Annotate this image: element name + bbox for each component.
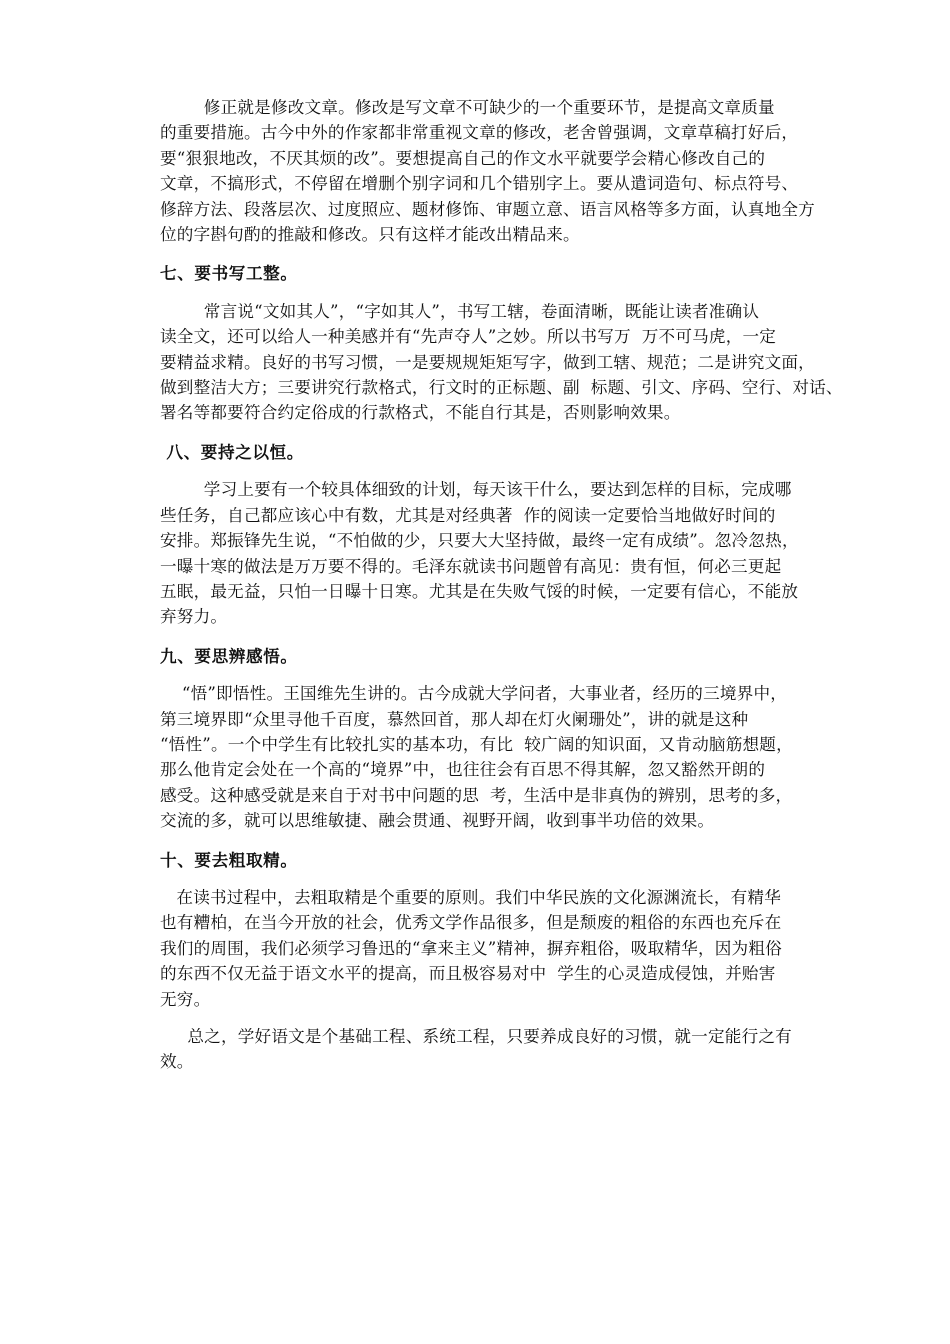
text-line: 第三境界即“众里寻他千百度，慕然回首，那人却在灯火阑珊处”，讲的就是这种	[160, 709, 749, 729]
text-line: 署名等都要符合约定俗成的行款格式，不能自行其是，否则影响效果。	[160, 403, 681, 423]
text-line: 那么他肯定会处在一个高的“境界”中，也往往会有百思不得其解，忽又豁然开朗的	[160, 760, 766, 780]
text-line: “悟”即悟性。王国维先生讲的。古今成就大学问者，大事业者，经历的三境界中，	[160, 684, 788, 704]
text-line: 效。	[160, 1052, 194, 1072]
text-line: “悟性”。一个中学生有比较扎实的基本功，有比 较广阔的知识面，又肯动脑筋想题，	[160, 734, 793, 754]
text-line: 安排。郑振锋先生说，“不怕做的少，只要大大坚持做，最终一定有成绩”。忽冷忽热，	[160, 531, 799, 551]
text-line: 的重要措施。古今中外的作家都非常重视文章的修改，老舍曾强调，文章草稿打好后，	[160, 123, 799, 143]
text-line: 文章，不搞形式，不停留在增删个别字词和几个错别字上。要从遣词造句、标点符号、	[160, 174, 799, 194]
text-line: 要“狠狠地改，不厌其烦的改”。要想提高自己的作文水平就要学会精心修改自己的	[160, 148, 766, 168]
text-line: 交流的多，就可以思维敏捷、融会贯通、视野开阔，收到事半功倍的效果。	[160, 811, 715, 831]
paragraph-insight	[160, 681, 865, 833]
text-line: 做到整洁大方；三要讲究行款格式，行文时的正标题、副 标题、引文、序码、空行、对话、	[160, 378, 843, 398]
text-line: 一曝十寒的做法是万万要不得的。毛泽东就读书问题曾有高见：贵有恒，何必三更起	[160, 556, 782, 576]
text-line: 也有糟柏，在当今开放的社会，优秀文学作品很多，但是颓废的粗俗的东西也充斥在	[160, 913, 782, 933]
text-line: 总之，学好语文是个基础工程、系统工程，只要养成良好的习惯，就一定能行之有	[160, 1027, 792, 1046]
paragraph-handwriting	[160, 299, 865, 426]
text-line: 感受。这种感受就是来自于对书中问题的思 考，生活中是非真伪的辨别，思考的多，	[160, 785, 793, 805]
text-line: 在读书过程中，去粗取精是个重要的原则。我们中华民族的文化源渊流长，有精华	[160, 887, 781, 907]
text-line: 常言说“文如其人”，“字如其人”，书写工辖，卷面清晰，既能让读者准确认	[160, 301, 760, 321]
text-line: 无穷。	[160, 989, 211, 1009]
text-line: 弃努力。	[160, 607, 228, 627]
text-line: 位的字斟句酌的推敲和修改。只有这样才能改出精品来。	[160, 225, 580, 245]
text-line: 学习上要有一个较具体细致的计划，每天该干什么，要达到怎样的目标，完成哪	[160, 480, 792, 500]
document-page	[160, 95, 865, 1075]
paragraph-refinement	[160, 885, 865, 1012]
section-heading-9: 九、要思辨感悟。	[160, 645, 298, 666]
text-line: 五眠，最无益，只怕一日曝十日寒。尤其是在失败气馁的时候，一定要有信心，不能放	[160, 581, 799, 601]
section-heading-7: 七、要书写工整。	[160, 263, 298, 284]
text-line: 些任务，自己都应该心中有数，尤其是对经典著 作的阅读一定要恰当地做好时间的	[160, 505, 776, 525]
text-line: 要精益求精。良好的书写习惯，一是要规规矩矩写字，做到工辖、规范；二是讲究文面，	[160, 352, 815, 372]
text-line: 修正就是修改文章。修改是写文章不可缺少的一个重要环节，是提高文章质量	[160, 98, 775, 117]
text-line: 读全文，还可以给人一种美感并有“先声夺人”之妙。所以书写万 万不可马虎，一定	[160, 327, 777, 347]
section-heading-8: 八、要持之以恒。	[160, 441, 304, 462]
text-line: 我们的周围，我们必须学习鲁迅的“拿来主义”精神，摒弃粗俗，吸取精华，因为粗俗	[160, 938, 782, 958]
text-line: 修辞方法、段落层次、过度照应、题材修饰、审题立意、语言风格等多方面，认真地全方	[160, 199, 815, 219]
text-line: 的东西不仅无益于语文水平的提高，而且极容易对中 学生的心灵造成侵蚀，并贻害	[160, 964, 776, 984]
paragraph-perseverance	[160, 477, 865, 629]
paragraph-revision	[160, 95, 865, 247]
paragraph-conclusion	[160, 1024, 865, 1075]
section-heading-10: 十、要去粗取精。	[160, 849, 298, 870]
